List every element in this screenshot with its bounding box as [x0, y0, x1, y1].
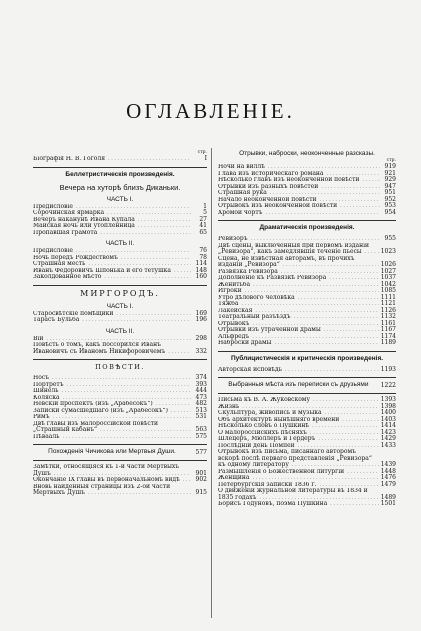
toc-title: Пропавшая грамота: [33, 229, 98, 236]
toc-entry-chichikov: [33, 448, 207, 456]
toc-page: 1027: [380, 267, 396, 275]
toc-entry: [33, 484, 207, 497]
toc-page: 1026: [380, 261, 396, 268]
toc-title: Заколдованное мѣсто: [33, 274, 102, 280]
toc-page: 1: [191, 204, 207, 211]
toc-entry: [218, 256, 396, 269]
toc-title: Размышленія о Божественной литургіи: [218, 468, 345, 475]
toc-entry: [33, 434, 207, 441]
right-column: [218, 150, 396, 508]
toc-title: Тяжба: [218, 301, 239, 307]
toc-page: 951: [380, 190, 396, 197]
toc-title: Начало неоконченной повѣсти: [218, 196, 317, 203]
toc-page: 1042: [380, 280, 396, 288]
separator: [218, 377, 396, 378]
toc-title: Майская ночь или утопленница: [33, 223, 135, 229]
toc-page: 444: [191, 388, 207, 395]
toc-title: Сорочинская ярмарка: [33, 210, 105, 216]
toc-title: Утро дѣлового человѣка: [218, 294, 295, 301]
toc-title: Окончаніе IX главы въ первоначальномъ видѣ: [33, 477, 180, 483]
toc-page: 947: [380, 184, 396, 191]
toc-entry: [218, 367, 396, 374]
toc-page: 65: [191, 230, 207, 237]
toc-title: Римъ: [33, 414, 50, 420]
toc-title: Объ архитектурѣ нынѣшняго времени: [218, 416, 340, 423]
toc-page: 1398: [380, 402, 396, 410]
toc-title: Отрывки изъ утраченной драмы: [218, 327, 321, 333]
toc-page: 1400: [380, 409, 396, 416]
page-title: ОГЛАВЛЕНІЕ.: [126, 99, 295, 123]
toc-title: Женитьба: [218, 281, 251, 288]
toc-title: Борисъ Годуновъ, поэма Пушкина: [218, 501, 328, 507]
toc-page: 1132: [380, 313, 396, 320]
toc-title: Предисловіе: [33, 203, 73, 210]
toc-title: Послѣдній день Помпеи: [218, 442, 295, 449]
toc-entry: [33, 342, 207, 355]
toc-title: Жизнь: [218, 403, 240, 410]
toc-entry: [33, 230, 207, 237]
page-col-header: стр.: [197, 150, 207, 155]
toc-page: 1111: [380, 293, 396, 301]
column-divider: [211, 148, 212, 618]
toc-title: Отрывки изъ разныхъ повѣстей: [218, 183, 319, 190]
toc-title: Петербургскія записки 1836 г.: [218, 481, 317, 488]
separator: [33, 460, 207, 461]
toc-title: Шлецеръ, Мюллеръ и Гердеръ: [218, 436, 316, 442]
toc-page: 1501: [380, 500, 396, 507]
toc-page: 78: [191, 255, 207, 262]
toc-title: Шинель: [33, 388, 59, 394]
toc-title: Повѣсть о томъ, какъ поссорился Иванъ Ивановичъ съ Иваномъ Никифоровичемъ: [33, 342, 166, 355]
toc-page: 1479: [380, 480, 396, 488]
toc-title: Наброски драмы: [218, 340, 272, 346]
toc-title: Тарасъ Бульба: [33, 317, 80, 323]
toc-entry: [218, 340, 396, 347]
toc-page: 531: [191, 414, 207, 421]
toc-title: О движеніи журнальной литературы въ 1834 и 1835 годахъ: [218, 488, 368, 501]
toc-page: 5: [191, 210, 207, 217]
toc-title: Біографія Н. В. Гоголя: [33, 156, 106, 162]
toc-title: Двѣ сцены, выключенныя при первомъ изданіи „Ревизора“, какъ замедлявшія теченіе пьесы: [218, 242, 370, 255]
toc-page: 160: [191, 274, 207, 281]
toc-page: 1393: [380, 396, 396, 403]
toc-page: 929: [380, 177, 396, 184]
toc-title: Нѣсколько словъ о Пушкинѣ: [218, 423, 310, 429]
heading-fragments: Отрывки, наброски, неоконченные разсказы.: [239, 150, 375, 157]
toc-entry-selected-passages: [218, 381, 396, 389]
section-heading-belletristic: Беллетристическія произведенія.: [65, 170, 175, 178]
toc-title: Записки сумасшедшаго (изъ „Арабесокъ“): [33, 407, 168, 414]
toc-title: Предисловіе: [33, 248, 73, 254]
separator: [33, 444, 207, 445]
heading-publicistic: Публицистическія и критическія произведенія.: [230, 354, 384, 362]
toc-title: Авторская исповѣдь: [218, 366, 283, 373]
toc-page: 41: [191, 223, 207, 230]
toc-entry: [218, 488, 396, 501]
separator: [218, 220, 396, 221]
part-heading: ЧАСТЬ II.: [105, 327, 135, 335]
separator: [33, 167, 207, 168]
toc-title: Сцена, не извѣстная авторамъ, въ прочихъ изданіи „Ревизора“: [218, 255, 355, 268]
toc-title: Вновь найденныя страницы изъ 2-ой части Мертвыхъ Душъ: [33, 483, 171, 496]
toc-title: Иванъ Федоровичъ Шпонька и его тетушка: [33, 267, 171, 274]
toc-title: Игроки: [218, 288, 242, 294]
separator: [218, 393, 396, 394]
toc-entry: [33, 156, 207, 163]
toc-title: Альфредъ: [218, 333, 250, 340]
toc-title: Отрывокъ изъ письма, писаннаго авторомъ вскорѣ послѣ перваго представленія „Ревизора“ къ одному литератору: [218, 449, 372, 468]
page-col-header: стр.: [386, 158, 396, 163]
toc-entry: [218, 501, 396, 508]
toc-title: Ночь передъ Рождествомъ: [33, 254, 118, 261]
toc-page: 955: [380, 236, 396, 243]
toc-page: 953: [380, 203, 396, 210]
part-heading: ЧАСТЬ I.: [106, 195, 134, 203]
toc-page: 1423: [380, 428, 396, 436]
toc-page: 513: [191, 408, 207, 415]
toc-page: 114: [191, 261, 207, 268]
toc-title: Женщина: [218, 475, 250, 481]
part-heading: ЧАСТЬ I.: [106, 302, 134, 310]
toc-title: Пѣвааль: [33, 433, 60, 440]
separator: [33, 359, 207, 360]
separator: [33, 285, 207, 286]
toc-title: Невскій проспектъ (изъ „Арабесокъ“): [33, 401, 153, 407]
toc-title: Глава изъ историческаго романа: [218, 170, 324, 177]
heading-evenings: Вечера на хуторѣ близъ Диканьки.: [59, 182, 181, 192]
toc-page: 1167: [380, 326, 396, 333]
toc-entry: [33, 274, 207, 281]
toc-title: Хромой чортъ: [218, 209, 263, 216]
toc-page: 1121: [380, 300, 396, 307]
heading-povesti: ПОВѢСТИ.: [95, 363, 145, 371]
toc-page: 374: [191, 375, 207, 382]
toc-title: Страшная рука: [218, 190, 267, 196]
toc-page: 1403: [380, 415, 396, 423]
toc-page: 473: [191, 395, 207, 402]
toc-title: Вій: [33, 335, 44, 342]
toc-title: Отрывокъ изъ неоконченной повѣсти: [218, 203, 338, 209]
toc-page: 1222: [380, 381, 396, 389]
toc-page: 1193: [380, 365, 396, 373]
toc-page: 1023: [380, 248, 396, 255]
toc-title: Развязка Ревизора: [218, 268, 278, 275]
toc-page: 332: [191, 349, 207, 356]
toc-page: 921: [380, 171, 396, 178]
left-column: [33, 150, 207, 497]
toc-page: 148: [191, 268, 207, 275]
toc-page: 298: [191, 336, 207, 343]
toc-title: О малороссійскихъ пѣсняхъ: [218, 429, 307, 436]
toc-page: 482: [191, 401, 207, 408]
toc-entry: [218, 449, 396, 469]
toc-title: Ревизоръ: [218, 236, 248, 242]
toc-title: Ночи на виллѣ: [218, 164, 265, 170]
toc-title: Скульптура, живопись и музыка: [218, 410, 322, 416]
heading-dramatic: Драматическія произведенія.: [259, 224, 355, 231]
toc-page: 1439: [380, 461, 396, 468]
toc-page: I: [191, 156, 207, 163]
toc-title: Отрывокъ: [218, 320, 250, 327]
toc-page: 1448: [380, 467, 396, 475]
toc-entry: [33, 464, 207, 477]
toc-page: 1476: [380, 474, 396, 481]
toc-page: 1037: [380, 274, 396, 281]
heading-mirgorod: МИРГОРОДЪ.: [80, 288, 160, 298]
toc-title: Страшная месть: [33, 261, 86, 267]
toc-title: Нѣсколько главъ изъ неоконченной повѣсти: [218, 177, 360, 183]
toc-title: Лакейская: [218, 307, 253, 314]
toc-page: 1126: [380, 306, 396, 314]
toc-page: 577: [191, 450, 207, 457]
toc-page: 1189: [380, 339, 396, 346]
toc-page: 1414: [380, 422, 396, 429]
toc-title: Старосвѣтскіе помѣщики: [33, 310, 114, 317]
toc-page: 393: [191, 382, 207, 389]
toc-entry: [33, 421, 207, 434]
toc-title: Дополненіе къ Развязкѣ Ревизора: [218, 275, 327, 281]
toc-entry: [218, 243, 396, 256]
toc-page: 76: [191, 248, 207, 255]
toc-page: 954: [380, 210, 396, 217]
toc-title: Двѣ главы изъ малороссійской повѣсти „Страшный кабанъ“: [33, 420, 159, 433]
separator: [218, 351, 396, 352]
toc-title: Коляска: [33, 394, 60, 401]
toc-page: 1433: [380, 441, 396, 449]
heading-chichikov: Похожденія Чичикова или Мертвыя Души.: [48, 448, 176, 455]
toc-page: 563: [191, 427, 207, 434]
toc-page: 1161: [380, 319, 396, 327]
toc-page: 169: [191, 311, 207, 318]
toc-page: 1085: [380, 287, 396, 294]
toc-page: 1174: [380, 332, 396, 340]
toc-title: Носъ: [33, 375, 50, 381]
toc-page: 901: [191, 471, 207, 478]
toc-page: 1489: [380, 493, 396, 501]
toc-page: 902: [191, 477, 207, 484]
toc-title: Замѣтки, относящіяся къ 1-й части Мертвыхъ Душъ: [33, 464, 180, 477]
toc-page: 919: [380, 164, 396, 171]
toc-title: Портретъ: [33, 381, 64, 388]
toc-page: 915: [191, 490, 207, 497]
toc-page: 1429: [380, 435, 396, 442]
part-heading: ЧАСТЬ II.: [105, 240, 135, 247]
toc-entry: [33, 317, 207, 324]
toc-page: 952: [380, 197, 396, 204]
toc-page: 196: [191, 317, 207, 324]
toc-page: 575: [191, 434, 207, 441]
toc-entry: [218, 210, 396, 217]
toc-title: Вечеръ наканунѣ Ивана Купала: [33, 216, 135, 223]
heading-selected-passages: Выбранныя мѣста изъ переписки съ друзьями: [228, 381, 369, 388]
toc-title: Письма къ В. А. Жуковскому: [218, 397, 310, 403]
toc-title: Театральный разъѣздъ: [218, 314, 291, 320]
toc-page: 27: [191, 217, 207, 224]
